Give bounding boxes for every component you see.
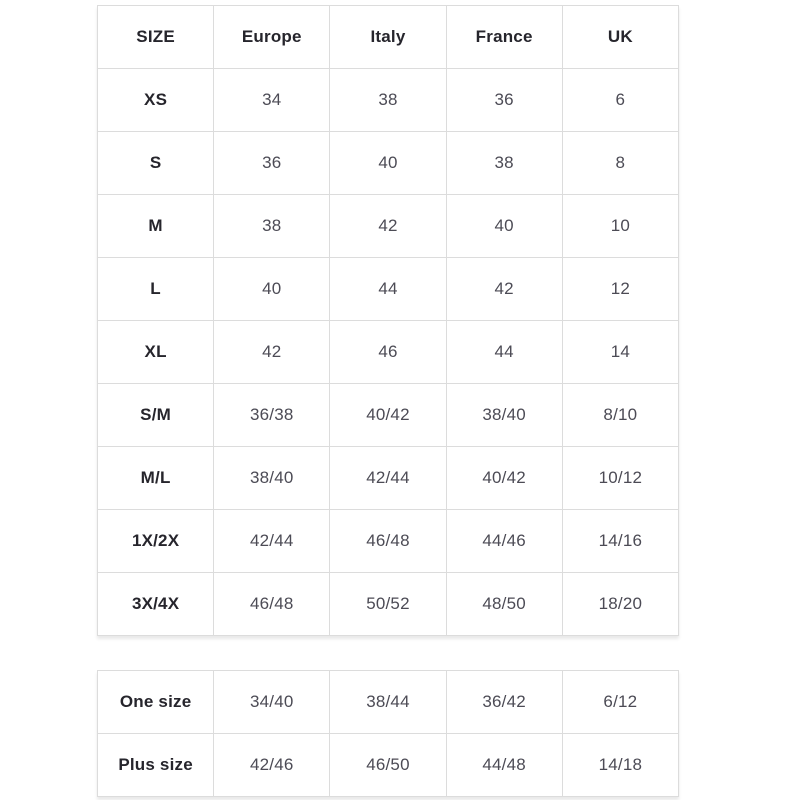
size-value: 6 xyxy=(562,69,678,132)
size-label: One size xyxy=(98,671,214,734)
table-row xyxy=(98,69,679,132)
size-value: 38/40 xyxy=(446,384,562,447)
size-conversion-table-head xyxy=(98,6,679,69)
size-label: S/M xyxy=(98,384,214,447)
size-value: 42 xyxy=(446,258,562,321)
column-header-uk: UK xyxy=(562,6,678,69)
size-value: 40 xyxy=(446,195,562,258)
table-row xyxy=(98,510,679,573)
size-value: 46/50 xyxy=(330,734,446,797)
size-value: 46/48 xyxy=(330,510,446,573)
table-row xyxy=(98,258,679,321)
size-value: 40 xyxy=(214,258,330,321)
size-value: 14 xyxy=(562,321,678,384)
size-value: 44/48 xyxy=(446,734,562,797)
size-value: 42 xyxy=(214,321,330,384)
size-value: 44/46 xyxy=(446,510,562,573)
size-value: 44 xyxy=(446,321,562,384)
column-header-france: France xyxy=(446,6,562,69)
size-value: 36 xyxy=(214,132,330,195)
size-value: 36/42 xyxy=(446,671,562,734)
size-value: 40/42 xyxy=(446,447,562,510)
size-value: 36/38 xyxy=(214,384,330,447)
table-row xyxy=(98,195,679,258)
header-row xyxy=(98,6,679,69)
table-row xyxy=(98,734,679,797)
size-value: 38 xyxy=(446,132,562,195)
size-value: 42 xyxy=(330,195,446,258)
size-label: Plus size xyxy=(98,734,214,797)
size-value: 6/12 xyxy=(562,671,678,734)
size-value: 48/50 xyxy=(446,573,562,636)
size-value: 12 xyxy=(562,258,678,321)
size-value: 10/12 xyxy=(562,447,678,510)
size-value: 46/48 xyxy=(214,573,330,636)
size-label: M xyxy=(98,195,214,258)
size-value: 40/42 xyxy=(330,384,446,447)
size-label: L xyxy=(98,258,214,321)
size-label: 1X/2X xyxy=(98,510,214,573)
size-value: 38/44 xyxy=(330,671,446,734)
size-value: 38 xyxy=(214,195,330,258)
table-row xyxy=(98,573,679,636)
table-row xyxy=(98,671,679,734)
column-header-italy: Italy xyxy=(330,6,446,69)
size-value: 18/20 xyxy=(562,573,678,636)
size-value: 38/40 xyxy=(214,447,330,510)
size-value: 10 xyxy=(562,195,678,258)
special-sizes-table xyxy=(97,670,679,797)
size-value: 46 xyxy=(330,321,446,384)
size-value: 14/16 xyxy=(562,510,678,573)
size-value: 34 xyxy=(214,69,330,132)
size-value: 42/46 xyxy=(214,734,330,797)
size-value: 50/52 xyxy=(330,573,446,636)
size-value: 34/40 xyxy=(214,671,330,734)
table-row xyxy=(98,384,679,447)
size-value: 14/18 xyxy=(562,734,678,797)
special-sizes-table-body xyxy=(98,671,679,797)
size-value: 8/10 xyxy=(562,384,678,447)
size-label: M/L xyxy=(98,447,214,510)
column-header-europe: Europe xyxy=(214,6,330,69)
size-value: 38 xyxy=(330,69,446,132)
size-value: 44 xyxy=(330,258,446,321)
size-value: 36 xyxy=(446,69,562,132)
size-label: XS xyxy=(98,69,214,132)
table-row xyxy=(98,132,679,195)
size-label: XL xyxy=(98,321,214,384)
size-value: 8 xyxy=(562,132,678,195)
size-conversion-table xyxy=(97,5,679,636)
table-row xyxy=(98,447,679,510)
size-value: 40 xyxy=(330,132,446,195)
column-header-size: SIZE xyxy=(98,6,214,69)
size-label: S xyxy=(98,132,214,195)
size-value: 42/44 xyxy=(214,510,330,573)
size-value: 42/44 xyxy=(330,447,446,510)
size-conversion-table-body xyxy=(98,69,679,636)
size-label: 3X/4X xyxy=(98,573,214,636)
table-row xyxy=(98,321,679,384)
